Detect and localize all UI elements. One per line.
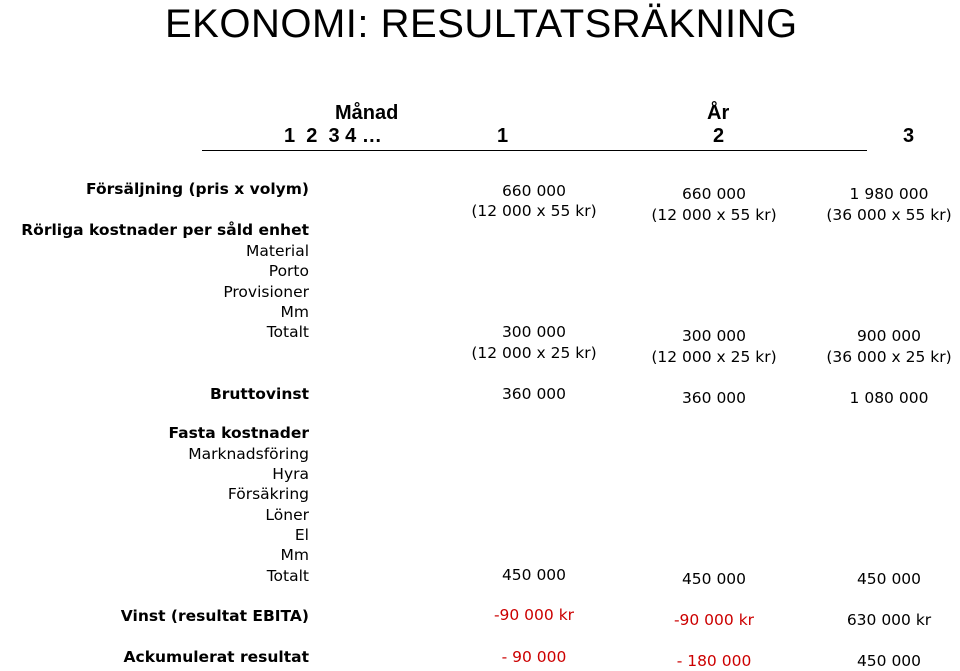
year3-sales-calc: (36 000 x 55 kr) <box>826 206 952 224</box>
year1-accumulated: - 90 000 <box>501 648 567 666</box>
year2-sales: 660 000 <box>681 185 747 203</box>
year2-sales-calc: (12 000 x 55 kr) <box>651 206 777 224</box>
year-1-header: 1 <box>497 125 509 147</box>
provisioner-label: Provisioner <box>223 283 309 301</box>
porto-label: Porto <box>268 262 309 280</box>
month-numbers: 1 2 3 4 … <box>284 125 382 147</box>
year-2-header: 2 <box>713 125 725 147</box>
month-header: Månad <box>335 102 399 124</box>
sales-label: Försäljning (pris x volym) <box>86 180 309 198</box>
year3-gross-profit: 1 080 000 <box>849 389 929 407</box>
year2-variable-total: 300 000 <box>681 327 747 345</box>
profit-label: Vinst (resultat EBITA) <box>120 607 309 625</box>
year3-sales: 1 980 000 <box>849 185 929 203</box>
accumulated-label: Ackumulerat resultat <box>123 648 309 666</box>
year1-variable-total: 300 000 <box>501 323 567 341</box>
page-title: EKONOMI: RESULTATSRÄKNING <box>165 2 798 46</box>
year1-fixed-total: 450 000 <box>501 566 567 584</box>
year1-variable-calc: (12 000 x 25 kr) <box>471 344 597 362</box>
insurance-label: Försäkring <box>227 485 309 503</box>
total-label-fixed: Totalt <box>266 567 309 585</box>
year2-profit: -90 000 kr <box>673 611 755 629</box>
rent-label: Hyra <box>272 465 309 483</box>
year2-gross-profit: 360 000 <box>681 389 747 407</box>
material-label: Material <box>246 242 309 260</box>
salaries-label: Löner <box>265 506 309 524</box>
year3-fixed-total: 450 000 <box>856 570 922 588</box>
year1-profit: -90 000 kr <box>493 606 575 624</box>
gross-profit-label: Bruttovinst <box>209 385 309 403</box>
fixed-costs-label: Fasta kostnader <box>168 424 309 442</box>
year2-variable-calc: (12 000 x 25 kr) <box>651 348 777 366</box>
electricity-label: El <box>294 526 309 544</box>
year1-sales-calc: (12 000 x 55 kr) <box>471 202 597 220</box>
year-3-header: 3 <box>903 125 915 147</box>
year3-accumulated: 450 000 <box>856 652 922 670</box>
header-divider <box>202 150 867 151</box>
year3-variable-calc: (36 000 x 25 kr) <box>826 348 952 366</box>
variable-costs-label: Rörliga kostnader per såld enhet <box>21 221 309 239</box>
year-header: År <box>707 102 730 124</box>
total-label-variable: Totalt <box>266 323 309 341</box>
year1-gross-profit: 360 000 <box>501 385 567 403</box>
mm-label-fixed: Mm <box>280 546 309 564</box>
year3-profit: 630 000 kr <box>846 611 932 629</box>
mm-label-variable: Mm <box>280 303 309 321</box>
year2-fixed-total: 450 000 <box>681 570 747 588</box>
year1-sales: 660 000 <box>501 182 567 200</box>
year2-accumulated: - 180 000 <box>676 652 752 670</box>
year3-variable-total: 900 000 <box>856 327 922 345</box>
marketing-label: Marknadsföring <box>188 445 309 463</box>
